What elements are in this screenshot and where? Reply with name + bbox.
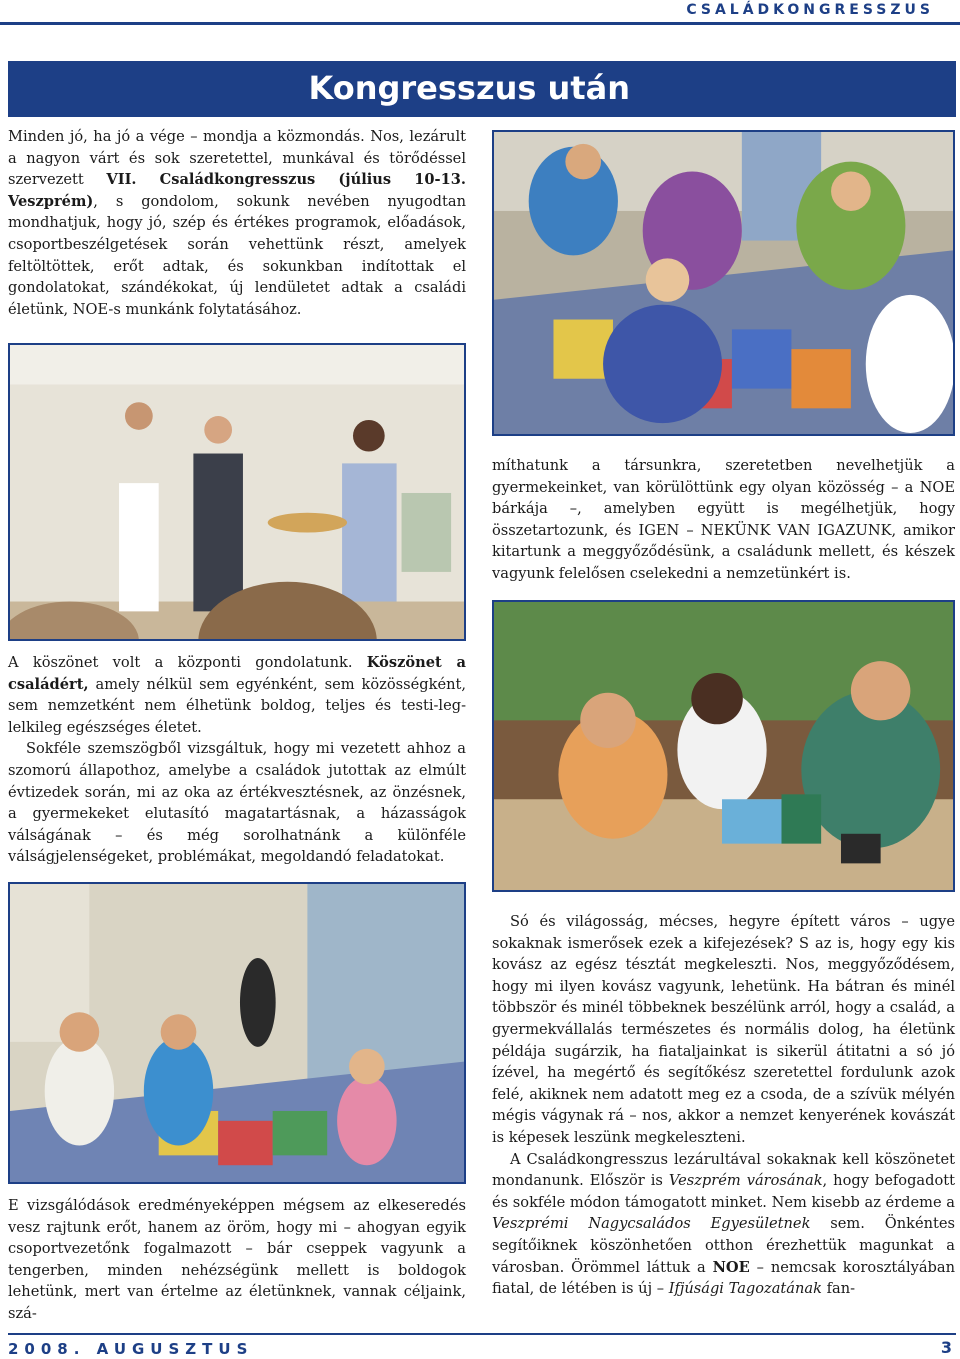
photo-speakers <box>8 343 466 641</box>
photo-children-playing <box>492 130 955 436</box>
acknowledgement-paragraph <box>492 1149 955 1300</box>
ack-italic-1: Veszprém városának <box>668 1172 823 1190</box>
issue-date: 2008. AUGUSZTUS <box>8 1340 254 1358</box>
thanks-block <box>8 652 466 868</box>
page-number: 3 <box>940 1338 952 1357</box>
ack-text-2: , hogy befogadott és sokféle módon támogatott minket. Nem kisebb az érdeme a <box>492 1172 955 1211</box>
thanks-text-1: A köszönet volt a központi gondolatunk. <box>8 654 367 671</box>
intro-bold: VII. Családkongresszus (július 10-13. Veszprém) <box>8 171 466 210</box>
thanks-bold: Köszönet a családért, <box>8 654 466 693</box>
closing-block <box>492 911 955 1300</box>
community-text: míthatunk a társunkra, szeretetben nevelhetjük a gyermekeinket, van körülöttünk egy olyan közösség – a NOE bárkája –, amelyben együtt is megélhetjük, hogy összetartozunk, és IGEN – NEKÜNK VAN IGAZUNK, amikor kitartunk a meggyőződésünk, a családunk mellett, és készek vagyunk felelősen cselekedni a nemzetünkért is. <box>492 457 955 582</box>
ack-text-1: A Családkongresszus lezárultával sokaknak kell köszönetet mondanunk. Először is <box>492 1150 955 1190</box>
results-text: E vizsgálódások eredményeképpen mégsem az elkeseredés vesz rajtunk erőt, hanem az öröm, hogy mi – ahogyan egyik csoportvezetőnk fogalmazott – bár cseppek vagyunk a tengerben, minden nehézségünk mellett is boldogok lehetünk, mert van értelme az életünknek, vannak céljaink, szá- <box>8 1197 466 1322</box>
ack-text-3: sem. Önkéntes segítőiknek köszönhetően otthon érezhettük magunkat a városban. Örömmel láttuk a <box>492 1215 955 1276</box>
intro-paragraph <box>8 126 466 320</box>
photo-activity-room <box>8 882 466 1184</box>
community-paragraph <box>492 455 955 585</box>
photo-speakers-image <box>10 345 464 639</box>
intro-text-2: , s gondolom, sokunk nevében nyugodtan mondhatjuk, hogy jó, szép és értékes programok, előadások, csoportbeszélgetések során vehettünk részt, amelyek feltöltöttek, erőt adtak, és sokunkban indítottak el gondolatokat, szándékokat, új lendületet adtak a családi életünk, NOE-s munkánk folytatásához. <box>8 192 466 318</box>
photo-activity-room-image <box>10 884 464 1182</box>
footer-rule <box>8 1333 956 1335</box>
results-paragraph <box>8 1195 466 1325</box>
photo-crafting-image <box>494 602 953 890</box>
ack-italic-3: Ifjúsági Tagozatának <box>668 1280 822 1298</box>
salt-light-paragraph: Só és világosság, mécses, hegyre épített város – ugye sokaknak ismerősek ezek a kifejezések? S az is, hogy egy kis kovász az egész tésztát megkeleszti. Nos, meggyőződésem, hogy mi ilyen kovász vagyunk, lehetünk. Ha bátran és minél többször és minél többeknek beszélünk arról, hogy a család, a gyermekvállalás természetes és normális dolog, ha életünk példája sugárzik, ha fiataljainkat is sikerül átitatni a só jó ízével, ha megértő és segítőkész szeretettel fordulunk azok felé, akiknek nem adatott meg ez a csoda, de a szívük mélyén mégis vágynak rá – nos, akkor a nemzet kenyerének kovászát is képesek leszünk megkeleszteni. <box>492 913 955 1146</box>
photo-crafting <box>492 600 955 892</box>
ack-italic-2: Veszprémi Nagycsaládos Egyesületnek <box>492 1215 811 1233</box>
intro-text-1: Minden jó, ha jó a vége – mondja a közmondás. Nos, lezárult a nagyon várt és sok szeretettel, munkával és törődéssel szervezett <box>8 128 466 189</box>
ack-bold: NOE <box>712 1258 750 1276</box>
photo-children-playing-image <box>494 132 953 434</box>
thanks-text-2: amely nélkül sem egyénként, sem közösségként, sem nemzetként nem élhetünk boldog, teljes és testi-leg-lelkileg egészséges életet. <box>8 675 466 736</box>
running-header-title: CSALÁDKONGRESSZUS <box>686 2 934 18</box>
article-title: Kongresszus után <box>308 69 630 107</box>
ack-text-4: – nemcsak korosztályában fiatal, de létében is új – <box>492 1258 955 1298</box>
running-header <box>0 0 960 22</box>
analysis-paragraph: Sokféle szemszögből vizsgáltuk, hogy mi vezetett ahhoz a szomorú állapothoz, amelybe a családok jutottak az elmúlt évtizedek során, mi az oka az értékvesztésnek, az önzésnek, a gyermekeket elutasító magatartásnak, a házasságok válságának – és még sorolhatnánk a különféle válságjelenségeket, problémákat, megoldandó feladatokat. <box>8 740 466 866</box>
header-rule <box>0 22 960 25</box>
ack-text-5: fan- <box>821 1280 856 1298</box>
title-banner <box>8 61 956 117</box>
